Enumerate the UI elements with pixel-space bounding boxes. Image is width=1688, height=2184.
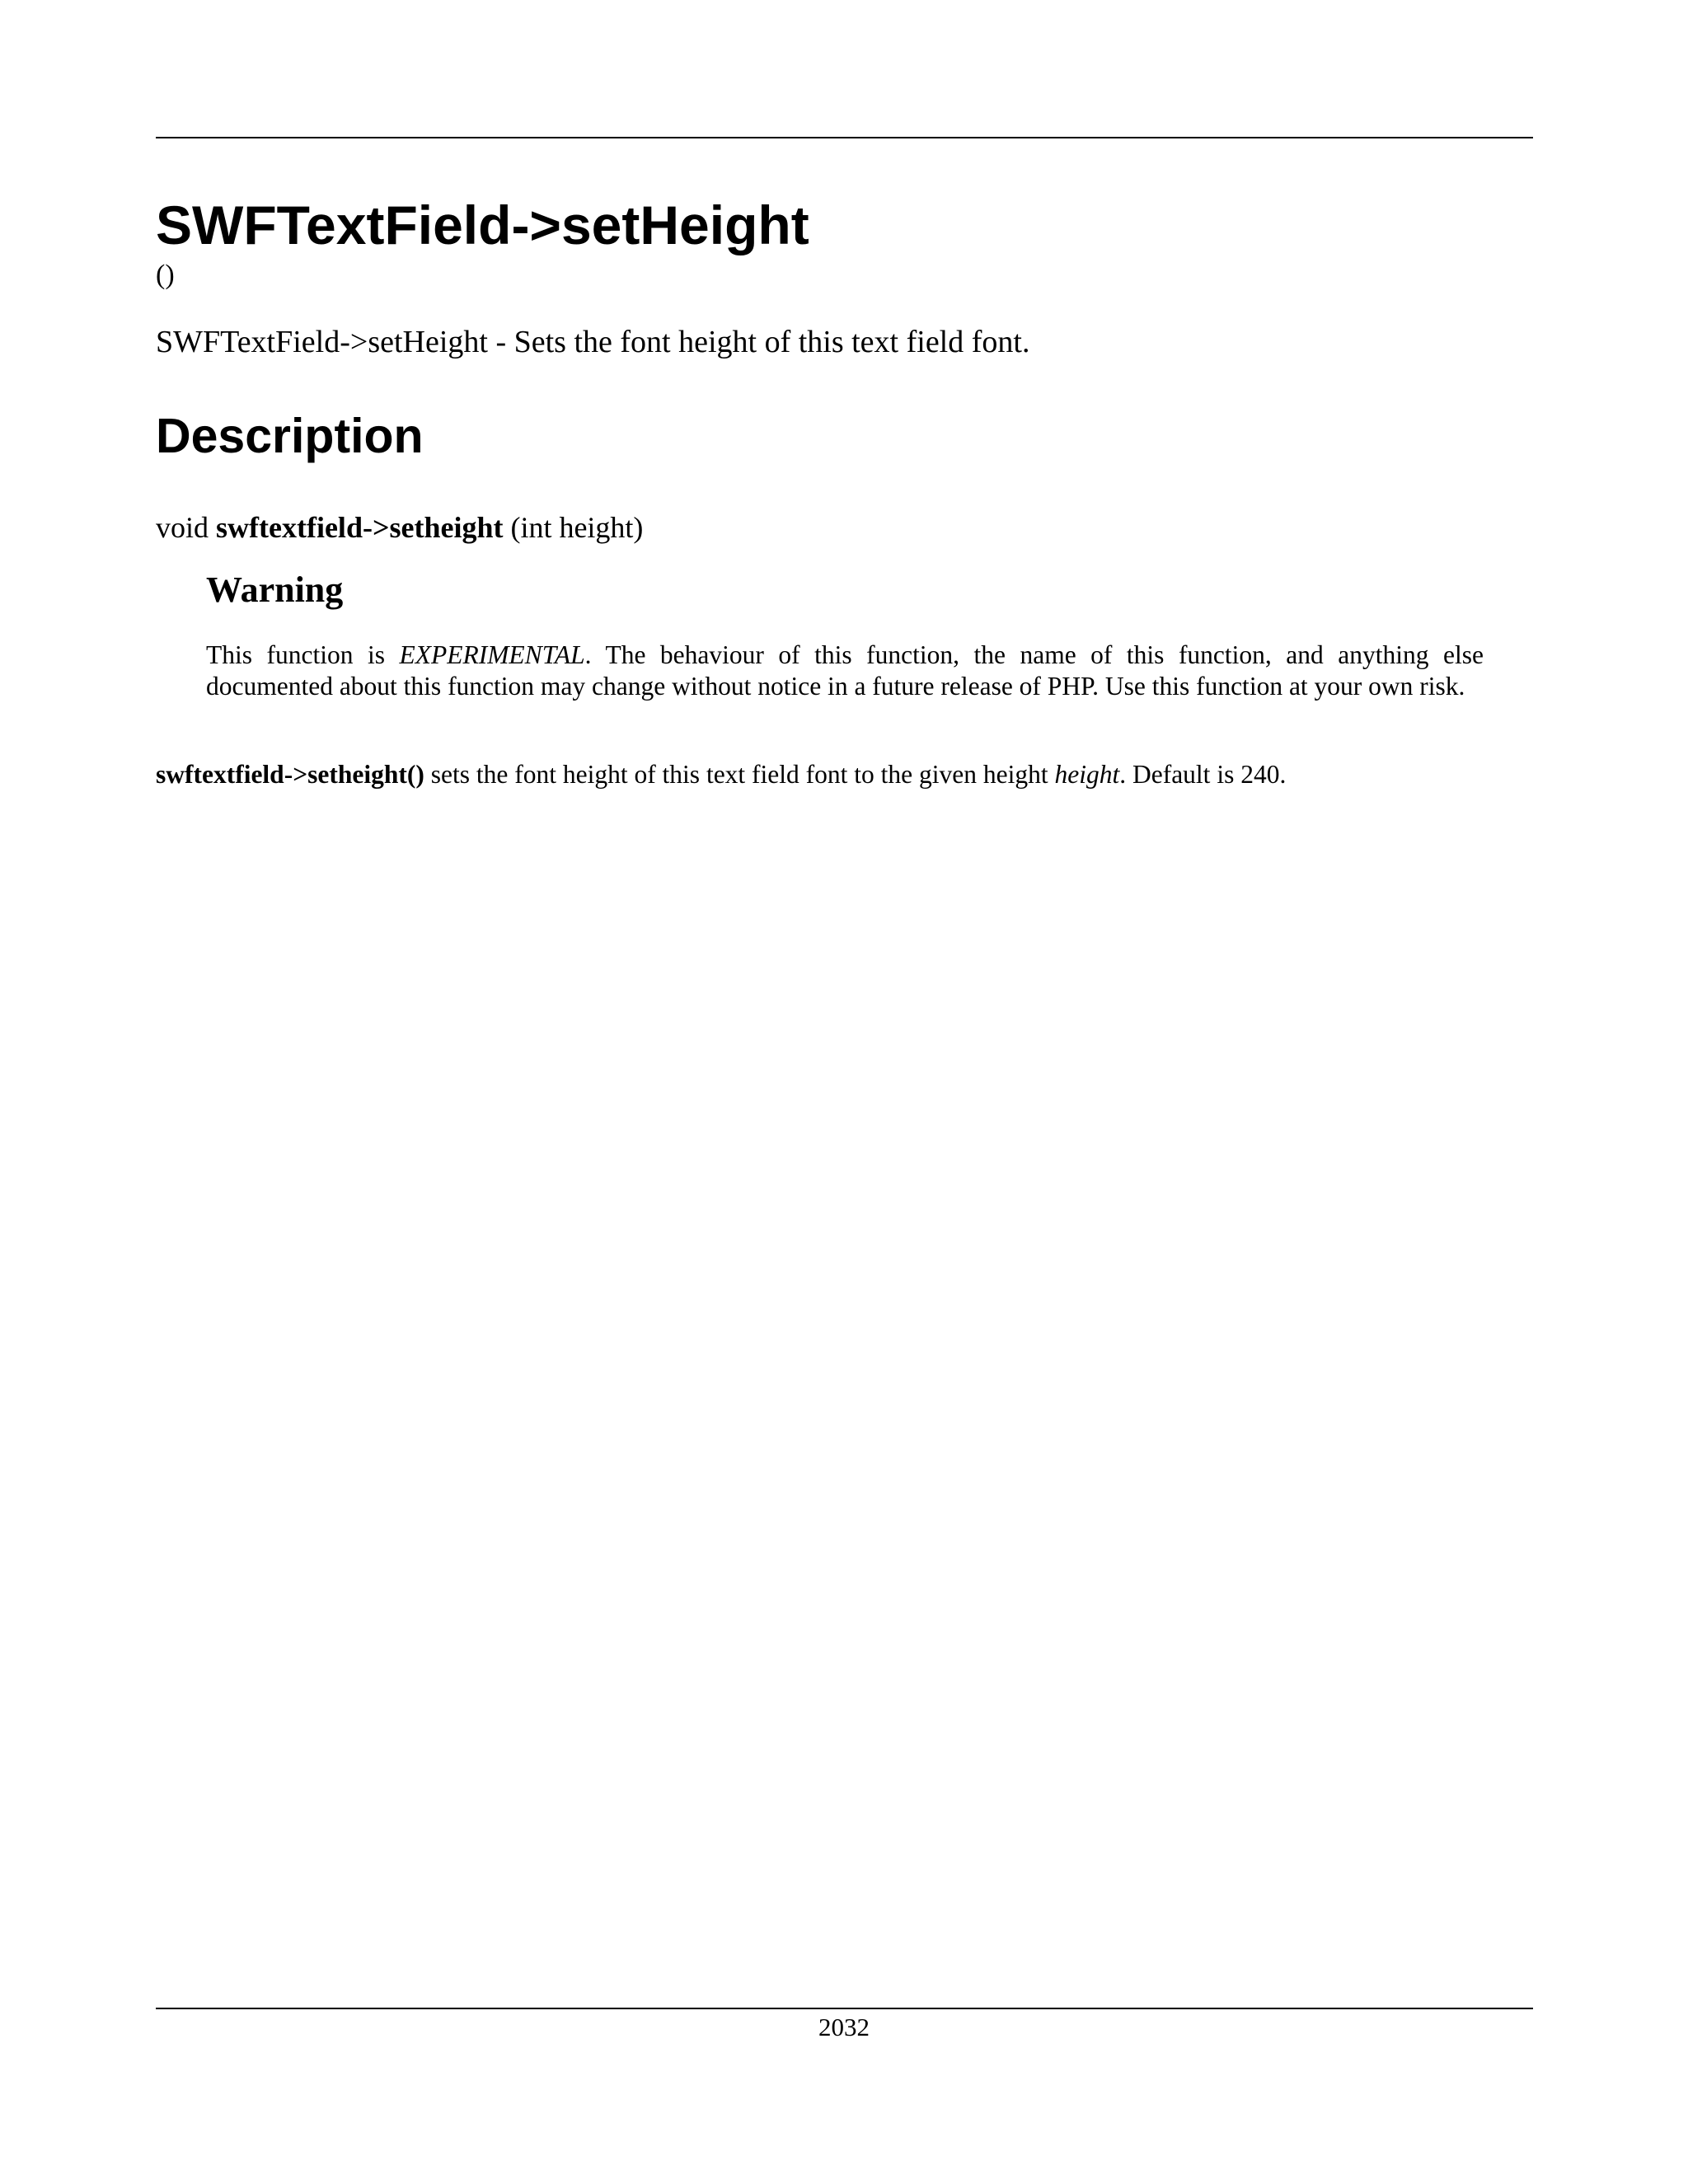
function-synopsis xyxy=(156,508,643,547)
function-reference: swftextfield->setheight() xyxy=(156,760,424,789)
paragraph-text-end: . Default is 240. xyxy=(1119,760,1287,789)
warning-emphasis: EXPERIMENTAL xyxy=(399,640,585,669)
function-params: (int height) xyxy=(510,511,644,544)
warning-text xyxy=(206,640,1484,702)
parameter-reference: height xyxy=(1054,760,1120,789)
header-rule xyxy=(156,137,1533,138)
title-suffix: () xyxy=(156,260,175,290)
refpurpose: SWFTextField->setHeight - Sets the font height of this text field font. xyxy=(156,325,1030,359)
page-number: 2032 xyxy=(818,2013,870,2041)
description-paragraph xyxy=(156,758,1533,791)
page-title: SWFTextField->setHeight xyxy=(156,194,809,255)
warning-text-end: . The behaviour of this function, the name of this function, and anything else documented about this function may change without notice in a future release of PHP. Use this function at your own risk. xyxy=(206,640,1484,701)
footer-rule xyxy=(156,2008,1533,2009)
function-name: swftextfield->setheight xyxy=(216,511,504,544)
paragraph-text-start: sets the font height of this text field font to the given height xyxy=(424,760,1055,789)
return-type: void xyxy=(156,511,209,544)
warning-text-start: This function is xyxy=(206,640,400,669)
warning-heading: Warning xyxy=(206,569,344,610)
description-heading: Description xyxy=(156,409,424,463)
